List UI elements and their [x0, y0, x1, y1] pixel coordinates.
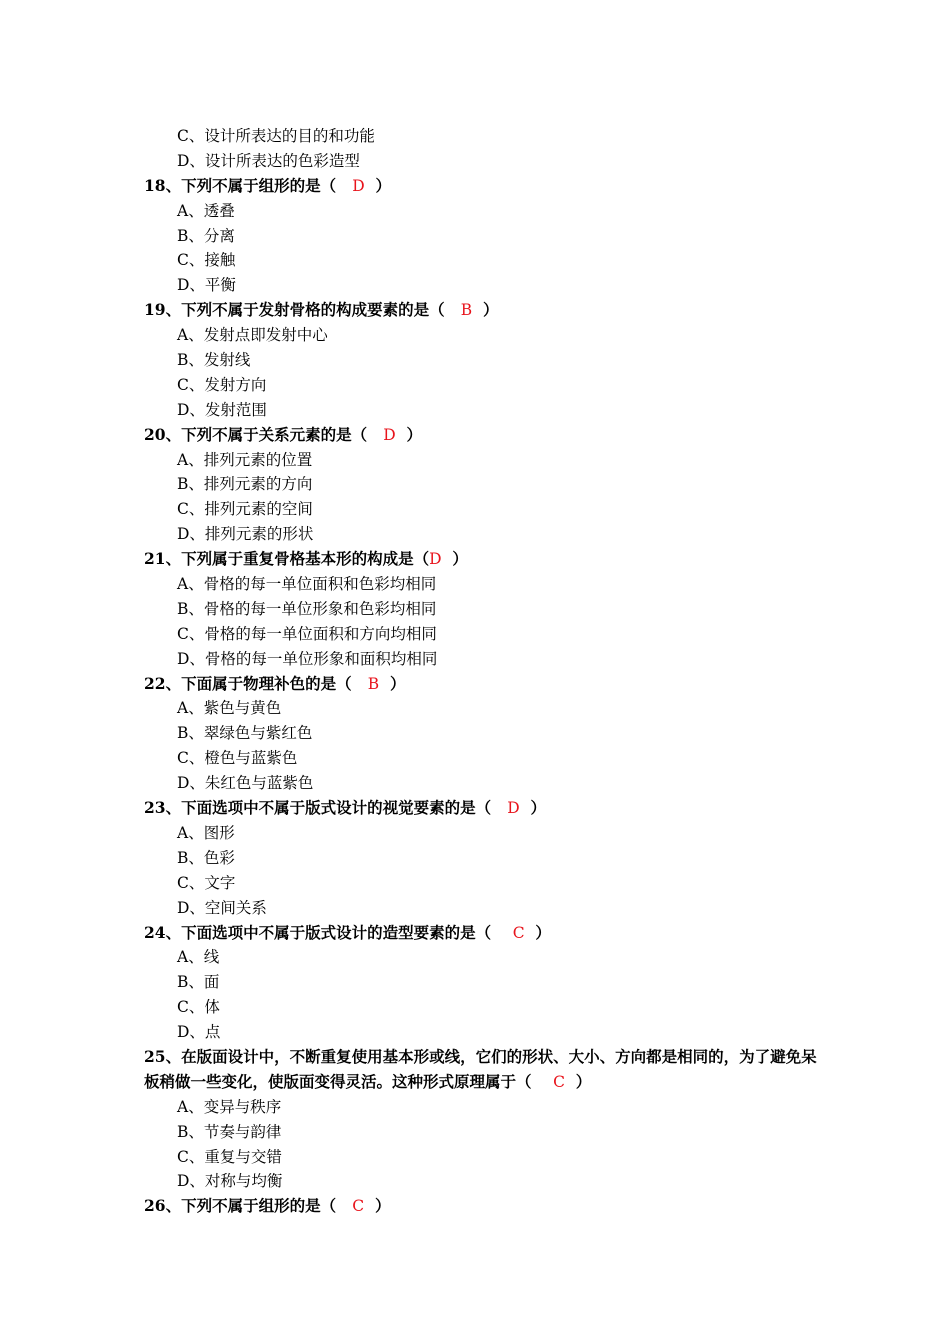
option-text: C、橙色与蓝紫色	[177, 749, 298, 768]
option-text: B、分离	[177, 226, 235, 245]
answer-spacing	[367, 425, 383, 444]
question-number: 24、	[144, 922, 182, 942]
option-text: C、发射方向	[177, 375, 267, 394]
question-text: 在版面设计中，不断重复使用基本形或线，它们的形状、大小、方向都是相同的，为了避免呆板稍做一些变化，使版面变得灵活。这种形式原理属于（	[144, 1046, 817, 1091]
option-text: D、发射范围	[177, 400, 267, 419]
answer-letter: D	[507, 799, 520, 818]
answer-close-paren: ）	[519, 798, 547, 818]
question-stem	[144, 921, 824, 946]
option-text: D、朱红色与蓝紫色	[177, 774, 314, 793]
answer-spacing	[352, 674, 368, 693]
answer-close-paren: ）	[379, 673, 406, 693]
question-text: 下列不属于组形的是（	[181, 1196, 337, 1216]
answer-close-paren: ）	[472, 300, 499, 320]
option-text: A、骨格的每一单位面积和色彩均相同	[177, 575, 437, 594]
answer-letter: C	[512, 923, 525, 942]
question-list	[144, 124, 824, 1219]
question-text: 下面选项中不属于版式设计的造型要素的是（	[181, 922, 492, 942]
option-text: A、透叠	[177, 201, 235, 220]
answer-letter: D	[352, 176, 365, 195]
option-text: D、空间关系	[177, 898, 267, 917]
option-text: B、发射线	[177, 351, 251, 370]
option-text: C、骨格的每一单位面积和方向均相同	[177, 624, 437, 643]
question-stem	[144, 547, 824, 572]
answer-spacing	[491, 798, 507, 817]
option-text: C、接触	[177, 251, 236, 270]
question-number: 23、	[144, 798, 182, 818]
question-text: 下列属于重复骨格基本形的构成是（	[181, 549, 430, 569]
option-text: D、设计所表达的色彩造型	[177, 151, 360, 170]
answer-close-paren: ）	[564, 1071, 592, 1091]
question-stem	[144, 1194, 824, 1219]
option-text: D、骨格的每一单位形象和面积均相同	[177, 649, 438, 668]
answer-letter: B	[460, 301, 473, 320]
question-stem	[144, 672, 824, 697]
option-text: C、重复与交错	[177, 1147, 282, 1166]
option-text: B、面	[177, 973, 220, 992]
question-number: 20、	[144, 424, 182, 444]
answer-spacing	[491, 923, 513, 942]
option-text: A、发射点即发射中心	[177, 326, 328, 345]
question-text: 下列不属于关系元素的是（	[181, 424, 368, 444]
option-text: A、图形	[177, 823, 235, 842]
question-text: 下列不属于组形的是（	[181, 175, 337, 195]
answer-close-paren: ）	[364, 1196, 391, 1216]
answer-letter: D	[429, 550, 442, 569]
question-number: 25、	[144, 1046, 182, 1066]
answer-letter: D	[383, 425, 396, 444]
question-text: 下面选项中不属于版式设计的视觉要素的是（	[181, 798, 492, 818]
option-text: C、文字	[177, 873, 236, 892]
answer-close-paren: ）	[395, 424, 423, 444]
option-text: C、体	[177, 998, 220, 1017]
option-text: A、变异与秩序	[177, 1097, 282, 1116]
option-text: A、排列元素的位置	[177, 450, 313, 469]
option-text: D、平衡	[177, 276, 236, 295]
question-stem	[144, 796, 824, 821]
question-stem	[144, 298, 824, 323]
answer-spacing	[336, 176, 352, 195]
option-text: D、点	[177, 1023, 221, 1042]
answer-letter: B	[367, 674, 380, 693]
question-stem	[144, 174, 824, 199]
option-text: C、排列元素的空间	[177, 500, 313, 519]
question-number: 18、	[144, 175, 182, 195]
question-stem	[144, 1045, 824, 1095]
option-text: B、骨格的每一单位形象和色彩均相同	[177, 599, 437, 618]
question-number: 19、	[144, 300, 182, 320]
answer-close-paren: ）	[524, 922, 551, 942]
question-stem	[144, 423, 824, 448]
option-text: B、翠绿色与紫红色	[177, 724, 313, 743]
option-text: B、排列元素的方向	[177, 475, 313, 494]
answer-close-paren: ）	[364, 175, 392, 195]
option-text: D、排列元素的形状	[177, 525, 314, 544]
question-number: 26、	[144, 1196, 182, 1216]
question-text: 下面属于物理补色的是（	[181, 673, 352, 693]
answer-letter: C	[553, 1072, 565, 1091]
option-text: A、线	[177, 948, 220, 967]
option-text: A、紫色与黄色	[177, 699, 282, 718]
answer-spacing	[532, 1072, 554, 1091]
question-text: 下列不属于发射骨格的构成要素的是（	[181, 300, 445, 320]
answer-spacing	[336, 1196, 352, 1215]
question-number: 22、	[144, 673, 182, 693]
question-number: 21、	[144, 549, 182, 569]
option-text: C、设计所表达的目的和功能	[177, 127, 375, 145]
answer-letter: C	[352, 1197, 365, 1216]
option-text: B、节奏与韵律	[177, 1122, 282, 1141]
option-text: B、色彩	[177, 848, 235, 867]
option-text: D、对称与均衡	[177, 1172, 283, 1191]
answer-spacing	[445, 300, 461, 319]
answer-close-paren: ）	[441, 549, 468, 569]
